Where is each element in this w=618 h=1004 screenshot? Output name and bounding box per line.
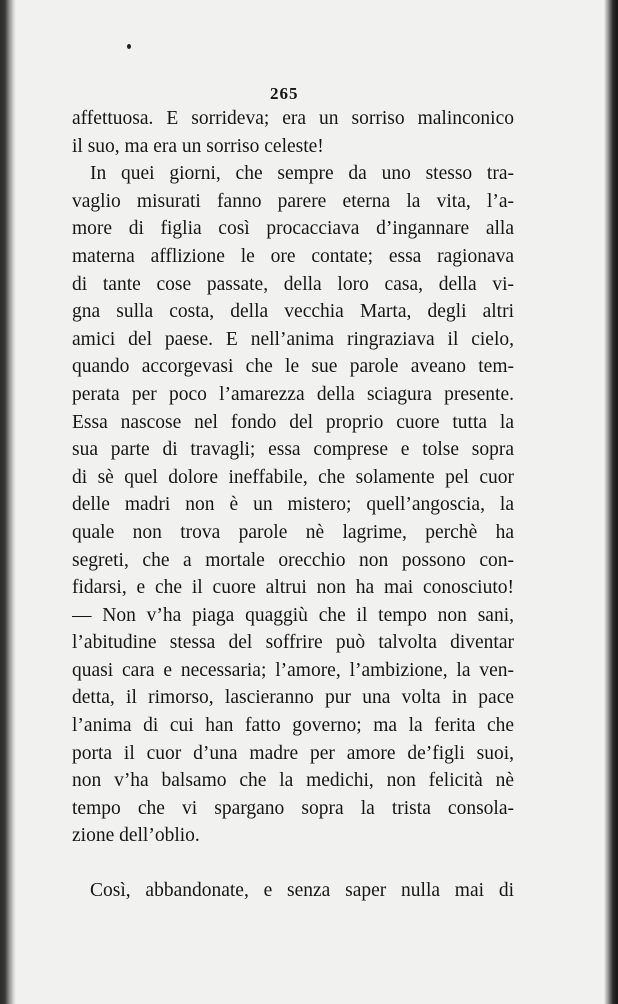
- text-line: gna sulla costa, della vecchia Marta, degli altri: [72, 301, 514, 323]
- text-line: sua parte di travagli; essa comprese e tolse sopra: [72, 439, 514, 461]
- page-number: 265: [270, 84, 299, 103]
- text-line: In quei giorni, che sempre da uno stesso tra-: [90, 163, 514, 185]
- text-line: il suo, ma era un sorriso celeste!: [72, 135, 324, 157]
- text-line: perata per poco l’amarezza della sciagura presente.: [72, 383, 514, 405]
- text-line: quale non trova parole nè lagrime, perchè ha: [72, 521, 514, 543]
- text-line: zione dell’oblio.: [72, 825, 200, 847]
- text-line: l’abitudine stessa del soffrire può talvolta diventar: [72, 632, 514, 654]
- text-line: materna afflizione le ore contate; essa ragionava: [72, 245, 514, 267]
- text-line: di tante cose passate, della loro casa, della vi-: [72, 273, 514, 295]
- paragraph-gap: [72, 850, 514, 877]
- text-line: vaglio misurati fanno parere eterna la vita, l’a-: [72, 190, 514, 212]
- text-line: tempo che vi spargano sopra la trista consola-: [72, 797, 514, 819]
- text-line: Essa nascose nel fondo del proprio cuore tutta la: [72, 411, 514, 433]
- page-left-edge-shadow: [0, 0, 16, 1004]
- text-line: di sè quel dolore ineffabile, che solamente pel cuor: [72, 466, 514, 488]
- text-line: quasi cara e necessaria; l’amore, l’ambizione, la ven-: [72, 659, 514, 681]
- text-line: — Non v’ha piaga quaggiù che il tempo non sani,: [72, 604, 514, 626]
- page-right-edge-shadow: [604, 0, 618, 1004]
- text-line: porta il cuor d’una madre per amore de’figli suoi,: [72, 742, 514, 764]
- text-line-final-paragraph: Così, abbandonate, e senza saper nulla mai di: [90, 880, 514, 902]
- text-line: non v’ha balsamo che la medichi, non felicità nè: [72, 770, 514, 792]
- text-line: quando accorgevasi che le sue parole aveano tem-: [72, 356, 514, 378]
- text-line: detta, il rimorso, lascieranno pur una volta in pace: [72, 687, 514, 709]
- text-line: fidarsi, e che il cuore altrui non ha mai conosciuto!: [72, 577, 514, 599]
- ink-speck: [127, 44, 131, 49]
- text-line: affettuosa. E sorrideva; era un sorriso malinconico: [72, 108, 514, 129]
- text-line: segreti, che a mortale orecchio non possono con-: [72, 549, 514, 571]
- text-line: delle madri non è un mistero; quell’angoscia, la: [72, 494, 514, 516]
- body-text: [72, 105, 514, 905]
- text-line: amici del paese. E nell’anima ringraziava il cielo,: [72, 328, 514, 350]
- text-line: l’anima di cui han fatto governo; ma la ferita che: [72, 715, 514, 737]
- text-line: more di figlia così procacciava d’ingannare alla: [72, 218, 514, 240]
